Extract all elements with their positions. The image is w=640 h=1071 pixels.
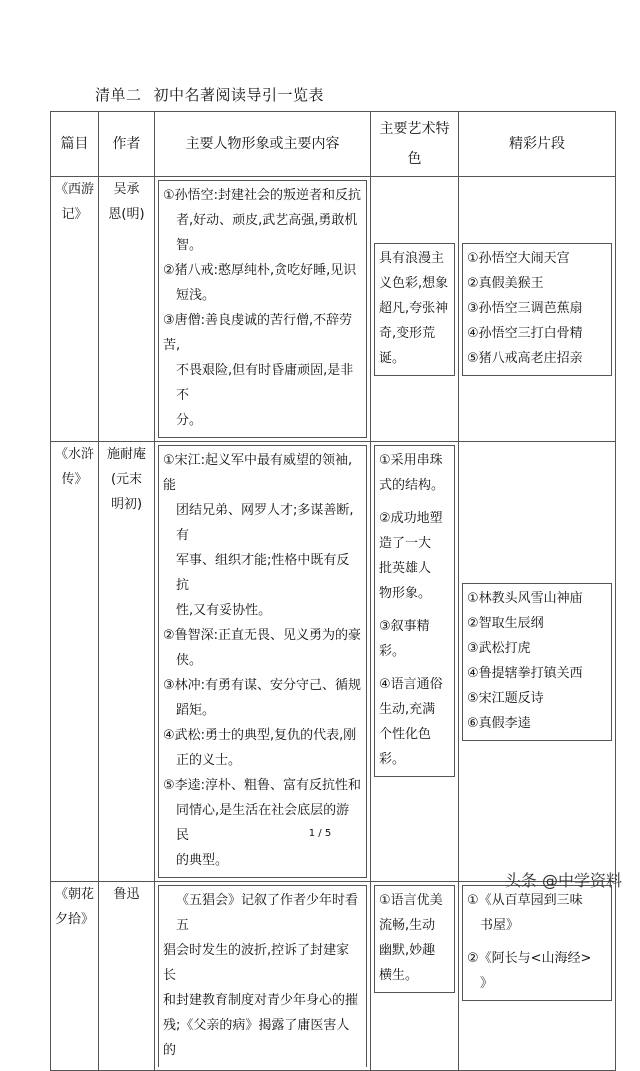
content-box [158, 885, 367, 1067]
art-line: 流畅,生动 [379, 918, 436, 933]
content-line: ②猪八戒:憨厚纯朴,贪吃好睡,见识 [163, 263, 357, 278]
art-cell [371, 882, 459, 1071]
art-box [374, 445, 455, 777]
content-line: 正的义士。 [176, 753, 242, 768]
excerpt-item: ①林教头风雪山神庙 [467, 590, 583, 606]
excerpts-box [462, 583, 612, 741]
book-name-line: 《西游 [54, 182, 94, 197]
table-row [51, 882, 616, 1071]
character-entry [163, 673, 362, 723]
watermark: 头条 @中学资料 [504, 871, 622, 890]
character-entry [163, 258, 362, 308]
header-name: 篇目 [51, 112, 99, 177]
art-entry [379, 448, 450, 498]
art-box [374, 243, 455, 376]
content-line: ⑤李逵:淳朴、粗鲁、富有反抗性和 [163, 778, 362, 793]
character-entry [163, 623, 362, 673]
excerpt-line: ②《阿长与<山海经> [467, 951, 592, 966]
content-line: 短浅。 [176, 288, 216, 303]
content-line: 同情心,是生活在社会底层的游民 [176, 803, 350, 843]
excerpt-item: ③武松打虎 [467, 640, 531, 656]
character-entry [163, 448, 362, 623]
header-art-line2: 色 [407, 151, 422, 167]
author-line: (元末 [110, 472, 143, 487]
page-number: 1 / 5 [308, 828, 332, 839]
header-author: 作者 [99, 112, 155, 177]
header-row [51, 112, 616, 177]
excerpt-item: ⑤宋江题反诗 [467, 690, 544, 706]
art-line: ①语言优美 [379, 893, 443, 908]
character-entry [163, 308, 362, 433]
excerpt-item: ③孙悟空三调芭蕉扇 [467, 300, 583, 316]
content-cell [155, 882, 371, 1071]
content-line: 猖会时发生的波折,控诉了封建家长 [163, 943, 350, 983]
art-line: 超凡,夸张神 [379, 300, 449, 316]
content-line: 军事、组织才能;性格中既有反抗 [176, 553, 350, 593]
author-cell [99, 442, 155, 882]
excerpts-cell [459, 442, 616, 882]
header-excerpts: 精彩片段 [459, 112, 616, 177]
content-line: 不畏艰险,但有时昏庸顽固,是非不 [176, 363, 354, 403]
content-line: 残;《父亲的病》揭露了庸医害人的 [163, 1018, 350, 1058]
art-line: ②成功地塑 [379, 511, 443, 526]
art-line: 义色彩,想象 [379, 275, 449, 291]
table-row [51, 177, 616, 442]
title-part2: 初中名著阅读导引一览表 [153, 86, 325, 104]
content-line: ③林冲:有勇有谋、安分守己、循规 [163, 678, 362, 693]
art-line: 具有浪漫主 [379, 250, 445, 266]
art-box [374, 885, 455, 993]
art-line: 横生。 [379, 968, 419, 983]
content-line: 团结兄弟、网罗人才;多谋善断,有 [176, 503, 354, 543]
character-entry [163, 773, 362, 873]
character-entry [163, 183, 362, 258]
content-line: ①孙悟空:封建社会的叛逆者和反抗 [163, 188, 362, 203]
content-line: 者,好动、顽皮,武艺高强,勇敢机智。 [176, 213, 358, 253]
author-cell [99, 177, 155, 442]
content-line: 分。 [176, 413, 203, 428]
header-art [371, 112, 459, 177]
page-title [95, 84, 324, 105]
author-line: 明初) [110, 497, 143, 512]
art-entry [379, 506, 450, 606]
art-cell [371, 177, 459, 442]
art-line: 奇,变形荒诞。 [379, 325, 436, 366]
content-box [158, 180, 367, 438]
art-line: 造了一大 [379, 536, 432, 551]
book-name-cell [51, 177, 99, 442]
content-line: 侠。 [176, 653, 203, 668]
header-art-line1: 主要艺术特 [379, 121, 450, 137]
art-line: 彩。 [379, 752, 406, 767]
art-line: ①采用串珠 [379, 453, 443, 468]
content-line: 的典型。 [176, 853, 229, 868]
art-entry [379, 672, 450, 772]
art-line: 式的结构。 [379, 478, 445, 493]
content-cell [155, 442, 371, 882]
art-cell [371, 442, 459, 882]
author-cell [99, 882, 155, 1071]
excerpt-item: ④孙悟空三打白骨精 [467, 325, 583, 341]
excerpt-item: ⑥真假李逵 [467, 715, 531, 731]
art-line: 生动,充满 [379, 702, 436, 717]
author-line: 恩(明) [108, 207, 145, 222]
guide-table [50, 111, 616, 1071]
content-line: 性,又有妥协性。 [176, 603, 272, 618]
header-content: 主要人物形象或主要内容 [155, 112, 371, 177]
art-entry [379, 246, 450, 371]
excerpt-item: ②真假美猴王 [467, 275, 544, 291]
content-box [158, 445, 367, 878]
character-entry [163, 723, 362, 773]
table-row [51, 442, 616, 882]
content-line: 《五猖会》记叙了作者少年时看五 [176, 893, 359, 933]
art-line: ④语言通俗 [379, 677, 443, 692]
excerpt-item [467, 946, 607, 996]
excerpt-item: ②智取生辰纲 [467, 615, 544, 631]
art-line: 物形象。 [379, 586, 432, 601]
excerpt-line: 》 [480, 976, 494, 991]
author-line: 鲁迅 [113, 887, 140, 902]
content-line: ②鲁智深:正直无畏、见义勇为的豪 [163, 628, 362, 643]
excerpt-item: ⑤猪八戒高老庄招亲 [467, 350, 583, 366]
art-line: 批英雄人 [379, 561, 432, 576]
book-name-line: 《水浒 [54, 447, 94, 462]
content-line: 和封建教育制度对青少年身心的摧 [163, 993, 359, 1008]
art-line: 个性化色 [379, 727, 432, 742]
excerpts-box [462, 243, 612, 376]
author-line: 吴承 [113, 182, 140, 197]
excerpts-cell [459, 177, 616, 442]
excerpt-item: ④鲁提辖拳打镇关西 [467, 665, 583, 681]
content-line: ①宋江:起义军中最有威望的领袖,能 [163, 453, 353, 493]
title-part1: 清单二 [95, 86, 142, 104]
content-line: 蹈矩。 [176, 703, 216, 718]
book-name-cell [51, 882, 99, 1071]
book-name-line: 记》 [61, 207, 88, 222]
excerpt-line: 书屋》 [480, 918, 520, 933]
art-line: 幽默,妙趣 [379, 943, 436, 958]
art-entry [379, 614, 450, 664]
excerpts-box [462, 885, 612, 1001]
art-entry [379, 888, 450, 988]
book-name-line: 《朝花 [54, 887, 94, 902]
excerpt-item: ①孙悟空大闹天宫 [467, 250, 570, 266]
content-cell [155, 177, 371, 442]
excerpt-line: ①《从百草园到三味 [467, 893, 583, 908]
excerpt-item [467, 888, 607, 938]
author-line: 施耐庵 [106, 447, 146, 462]
book-name-line: 夕拾》 [54, 912, 94, 927]
excerpts-cell [459, 882, 616, 1071]
content-line: ③唐僧:善良虔诚的苦行僧,不辞劳苦, [163, 313, 353, 353]
content-line: ④武松:勇士的典型,复仇的代表,刚 [163, 728, 357, 743]
book-name-cell [51, 442, 99, 882]
book-name-line: 传》 [61, 472, 88, 487]
art-line: ③叙事精彩。 [379, 619, 430, 659]
